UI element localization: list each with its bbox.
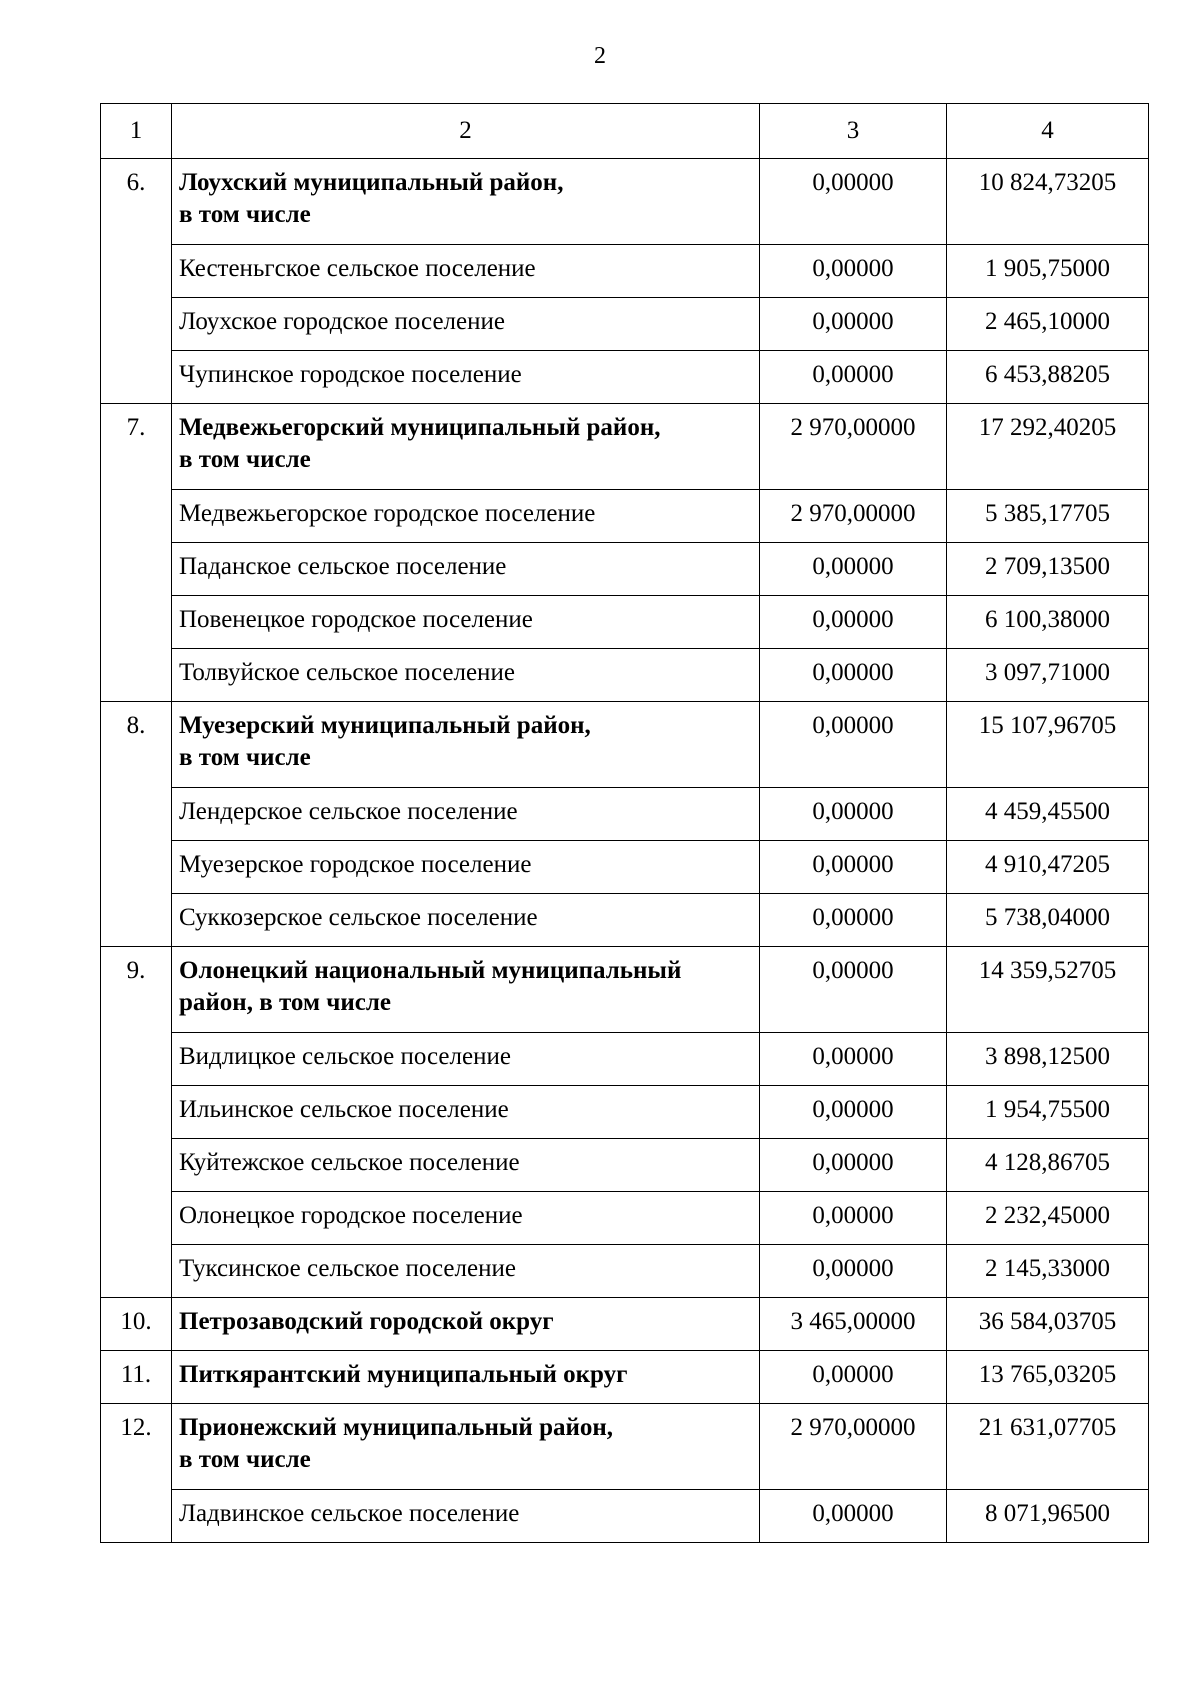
table-row-district xyxy=(101,947,1149,1033)
table-row-settlement xyxy=(101,1490,1149,1543)
settlement-name: Туксинское сельское поселение xyxy=(172,1245,760,1298)
value-col3: 2 970,00000 xyxy=(760,404,947,490)
value-col4: 4 128,86705 xyxy=(947,1139,1149,1192)
value-col3: 0,00000 xyxy=(760,894,947,947)
value-col3: 0,00000 xyxy=(760,649,947,702)
table-row-district xyxy=(101,1404,1149,1490)
district-name xyxy=(172,159,760,245)
settlement-name: Ильинское сельское поселение xyxy=(172,1086,760,1139)
table-row-settlement xyxy=(101,245,1149,298)
value-col4: 17 292,40205 xyxy=(947,404,1149,490)
district-name xyxy=(172,702,760,788)
settlement-name: Медвежьегорское городское поселение xyxy=(172,490,760,543)
settlement-name: Видлицкое сельское поселение xyxy=(172,1033,760,1086)
row-number: 6. xyxy=(101,159,172,404)
district-name-line2: в том числе xyxy=(179,201,311,228)
value-col3: 0,00000 xyxy=(760,543,947,596)
settlement-name: Толвуйское сельское поселение xyxy=(172,649,760,702)
table-row-settlement xyxy=(101,351,1149,404)
value-col3: 2 970,00000 xyxy=(760,1404,947,1490)
value-col3: 0,00000 xyxy=(760,1192,947,1245)
table-row-settlement xyxy=(101,1192,1149,1245)
value-col3: 0,00000 xyxy=(760,596,947,649)
table-row-settlement xyxy=(101,596,1149,649)
value-col3: 0,00000 xyxy=(760,351,947,404)
value-col4: 6 453,88205 xyxy=(947,351,1149,404)
table-row-settlement xyxy=(101,649,1149,702)
district-name-line2: в том числе xyxy=(179,1446,311,1473)
settlement-name: Муезерское городское поселение xyxy=(172,841,760,894)
table-row-settlement xyxy=(101,841,1149,894)
value-col4: 3 097,71000 xyxy=(947,649,1149,702)
value-col3: 0,00000 xyxy=(760,1245,947,1298)
settlement-name: Лоухское городское поселение xyxy=(172,298,760,351)
value-col3: 2 970,00000 xyxy=(760,490,947,543)
value-col3: 0,00000 xyxy=(760,1490,947,1543)
table-row-settlement xyxy=(101,894,1149,947)
value-col3: 0,00000 xyxy=(760,1033,947,1086)
district-name xyxy=(172,947,760,1033)
district-name-line1: Прионежский муниципальный район, xyxy=(179,1414,614,1441)
district-name: Петрозаводский городской округ xyxy=(172,1298,760,1351)
header-cell-4: 4 xyxy=(947,104,1149,159)
value-col4: 2 465,10000 xyxy=(947,298,1149,351)
page-number: 2 xyxy=(594,43,606,69)
header-cell-2: 2 xyxy=(172,104,760,159)
value-col4: 4 910,47205 xyxy=(947,841,1149,894)
value-col3: 0,00000 xyxy=(760,298,947,351)
district-name-line2: в том числе xyxy=(179,446,311,473)
value-col3: 3 465,00000 xyxy=(760,1298,947,1351)
row-number: 11. xyxy=(101,1351,172,1404)
district-name: Питкярантский муниципальный округ xyxy=(172,1351,760,1404)
table-row-settlement xyxy=(101,1139,1149,1192)
value-col4: 6 100,38000 xyxy=(947,596,1149,649)
district-name xyxy=(172,1404,760,1490)
row-number: 7. xyxy=(101,404,172,702)
value-col4: 1 954,75500 xyxy=(947,1086,1149,1139)
allocation-table xyxy=(100,103,1149,1543)
district-name-line1: Олонецкий национальный муниципальный xyxy=(179,957,682,984)
value-col3: 0,00000 xyxy=(760,841,947,894)
table-row-settlement xyxy=(101,1245,1149,1298)
settlement-name: Суккозерское сельское поселение xyxy=(172,894,760,947)
district-name-line2: в том числе xyxy=(179,744,311,771)
settlement-name: Лендерское сельское поселение xyxy=(172,788,760,841)
settlement-name: Олонецкое городское поселение xyxy=(172,1192,760,1245)
row-number: 10. xyxy=(101,1298,172,1351)
value-col4: 21 631,07705 xyxy=(947,1404,1149,1490)
table-row-district xyxy=(101,1351,1149,1404)
district-name-line2: район, в том числе xyxy=(179,989,391,1016)
district-name-line1: Муезерский муниципальный район, xyxy=(179,712,591,739)
value-col4: 8 071,96500 xyxy=(947,1490,1149,1543)
table-row-district xyxy=(101,159,1149,245)
settlement-name: Куйтежское сельское поселение xyxy=(172,1139,760,1192)
value-col4: 10 824,73205 xyxy=(947,159,1149,245)
value-col3: 0,00000 xyxy=(760,788,947,841)
table-header-row xyxy=(101,104,1149,159)
table-row-settlement xyxy=(101,490,1149,543)
district-name-line1: Медвежьегорский муниципальный район, xyxy=(179,414,661,441)
value-col3: 0,00000 xyxy=(760,1351,947,1404)
value-col4: 3 898,12500 xyxy=(947,1033,1149,1086)
header-cell-1: 1 xyxy=(101,104,172,159)
district-name-line1: Лоухский муниципальный район, xyxy=(179,169,564,196)
table-row-settlement xyxy=(101,1086,1149,1139)
district-name xyxy=(172,404,760,490)
value-col4: 2 232,45000 xyxy=(947,1192,1149,1245)
value-col3: 0,00000 xyxy=(760,1139,947,1192)
table-row-settlement xyxy=(101,788,1149,841)
table-row-district xyxy=(101,1298,1149,1351)
value-col3: 0,00000 xyxy=(760,702,947,788)
table-row-settlement xyxy=(101,298,1149,351)
settlement-name: Повенецкое городское поселение xyxy=(172,596,760,649)
value-col3: 0,00000 xyxy=(760,947,947,1033)
table-row-settlement xyxy=(101,543,1149,596)
table-row-district xyxy=(101,702,1149,788)
value-col4: 36 584,03705 xyxy=(947,1298,1149,1351)
value-col4: 5 385,17705 xyxy=(947,490,1149,543)
value-col4: 4 459,45500 xyxy=(947,788,1149,841)
value-col4: 13 765,03205 xyxy=(947,1351,1149,1404)
header-cell-3: 3 xyxy=(760,104,947,159)
value-col4: 2 709,13500 xyxy=(947,543,1149,596)
settlement-name: Чупинское городское поселение xyxy=(172,351,760,404)
row-number: 9. xyxy=(101,947,172,1298)
settlement-name: Ладвинское сельское поселение xyxy=(172,1490,760,1543)
table-row-district xyxy=(101,404,1149,490)
row-number: 12. xyxy=(101,1404,172,1543)
value-col4: 14 359,52705 xyxy=(947,947,1149,1033)
value-col4: 2 145,33000 xyxy=(947,1245,1149,1298)
row-number: 8. xyxy=(101,702,172,947)
settlement-name: Паданское сельское поселение xyxy=(172,543,760,596)
value-col4: 15 107,96705 xyxy=(947,702,1149,788)
value-col4: 1 905,75000 xyxy=(947,245,1149,298)
settlement-name: Кестеньгское сельское поселение xyxy=(172,245,760,298)
value-col3: 0,00000 xyxy=(760,245,947,298)
value-col3: 0,00000 xyxy=(760,159,947,245)
table-row-settlement xyxy=(101,1033,1149,1086)
value-col4: 5 738,04000 xyxy=(947,894,1149,947)
value-col3: 0,00000 xyxy=(760,1086,947,1139)
